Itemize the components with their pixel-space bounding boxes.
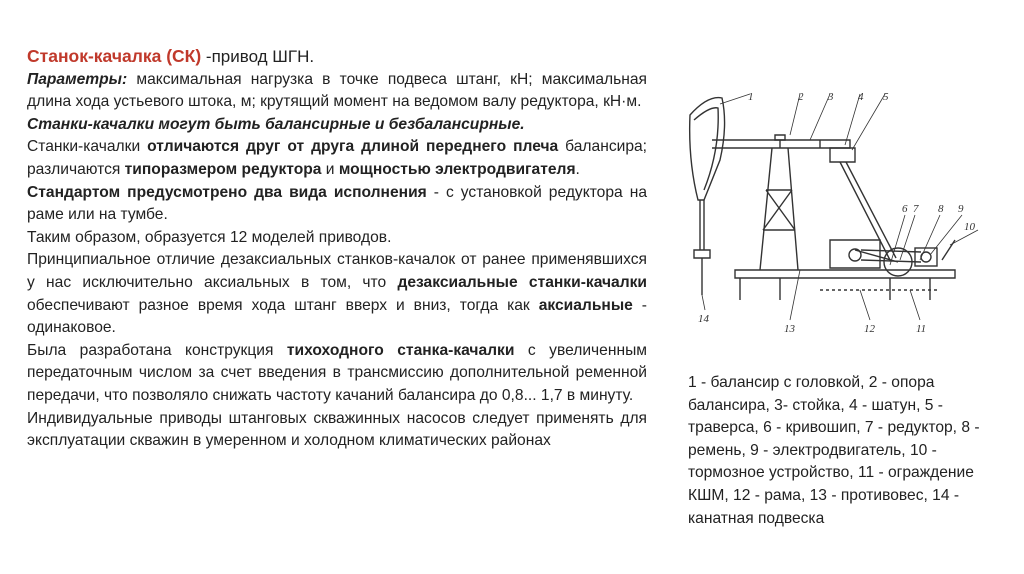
pump-jack-diagram <box>680 90 980 335</box>
diff-paragraph <box>27 136 647 181</box>
principal-text-a: Принципиальное отличие дезаксиальных станков-качалок от ранее применявшихся у нас исключительно аксиальных в том, что <box>27 251 647 291</box>
diagram-label-4: 4 <box>858 91 864 103</box>
slow-text-a: Была разработана конструкция <box>27 341 287 359</box>
diagram-legend: 1 - балансир с головкой, 2 - опора балансира, 3- стойка, 4 - шатун, 5 - траверса, 6 - кривошип, 7 - редуктор, 8 - ремень, 9 - электродвигатель, 10 - тормозное устройство, 11 - ограждение КШМ, 12 - рама, 13 - противовес, 14 - канатная подвеска <box>688 374 980 527</box>
standard-text-a: Стандартом предусмотрено два вида исполнения <box>27 183 427 201</box>
pitman-rods <box>840 162 896 260</box>
frame-base <box>735 270 955 278</box>
principal-paragraph <box>27 249 647 339</box>
diff-text-e: и <box>321 160 339 178</box>
params-text: максимальная нагрузка в точке подвеса штанг, кН; максимальная длина хода устьевого штока, м; крутящий момент на ведомом валу редуктора, кН·м. <box>27 70 647 111</box>
diff-text-b: отличаются друг от друга длиной переднего плеча <box>147 138 559 156</box>
individual-paragraph: Индивидуальные приводы штанговых скважинных насосов следует применять для эксплуатации скважин в умеренном и холодном климатических районах <box>27 409 647 450</box>
diff-text-f: мощностью электродвигателя <box>338 160 576 178</box>
params-label: Параметры: <box>27 70 128 88</box>
crank-hub <box>849 249 861 261</box>
slow-paragraph <box>27 340 647 408</box>
diagram-label-8: 8 <box>938 203 944 215</box>
standard-paragraph <box>27 182 647 227</box>
diagram-label-13: 13 <box>784 323 795 335</box>
polished-rod-clamp <box>694 250 710 258</box>
traverse-shape <box>830 148 855 162</box>
standard-text-b: - с установкой редуктора на раме или на тумбе. <box>27 183 647 224</box>
cable-hanger <box>700 200 704 250</box>
diagram-label-1: 1 <box>748 91 754 103</box>
diff-text-g: . <box>575 160 580 178</box>
diagram-label-2: 2 <box>798 91 804 103</box>
beam-bearing <box>775 135 785 140</box>
frame-legs <box>740 278 930 300</box>
principal-text-c: обеспечивают разное время хода штанг вверх и вниз, тогда как <box>27 296 539 314</box>
diagram-lines <box>690 94 978 320</box>
diagram-label-9: 9 <box>958 203 964 215</box>
params-paragraph <box>27 69 647 114</box>
diagram-label-14: 14 <box>698 313 709 325</box>
title-suffix: -привод ШГН. <box>201 47 315 66</box>
diff-text-a: Станки-качалки <box>27 138 148 156</box>
models-line: Таким образом, образуется 12 моделей приводов. <box>27 228 392 246</box>
slide-title: Станок-качалка (СК) <box>27 46 202 66</box>
principal-text-b: дезаксиальные станки-качалки <box>397 273 647 291</box>
types-line: Станки-качалки могут быть балансирные и безбалансирные. <box>27 115 525 133</box>
diagram-label-3: 3 <box>828 91 834 103</box>
horse-head-inner <box>694 108 718 190</box>
diagram-label-10: 10 <box>964 221 975 233</box>
diagram-label-5: 5 <box>883 91 889 103</box>
slow-text-c: с увеличенным передаточным числом за счет введения в трансмиссию дополнительной ременной передачи, что позволяло снижать частоту качаний балансира до 0,8... 1,7 в минуту. <box>27 341 648 404</box>
samson-post <box>760 148 798 270</box>
diagram-label-12: 12 <box>864 323 875 335</box>
diagram-label-6: 6 <box>902 203 908 215</box>
gearbox-shape <box>830 240 880 268</box>
title-line <box>27 45 647 69</box>
principal-text-e: - одинаковое. <box>27 296 648 337</box>
walking-beam-shape <box>712 140 850 148</box>
diagram-label-11: 11 <box>916 323 927 335</box>
main-text-column <box>27 45 647 453</box>
slow-text-b: тихоходного станка-качалки <box>286 341 515 359</box>
principal-text-d: аксиальные <box>538 296 633 314</box>
horse-head-shape <box>690 98 725 200</box>
diagram-label-7: 7 <box>913 203 919 215</box>
leader-lines <box>702 94 978 320</box>
beam-ribs <box>780 140 820 148</box>
diff-text-d: типоразмером редуктора <box>124 160 322 178</box>
diff-text-c: балансира; различаются <box>27 138 647 178</box>
